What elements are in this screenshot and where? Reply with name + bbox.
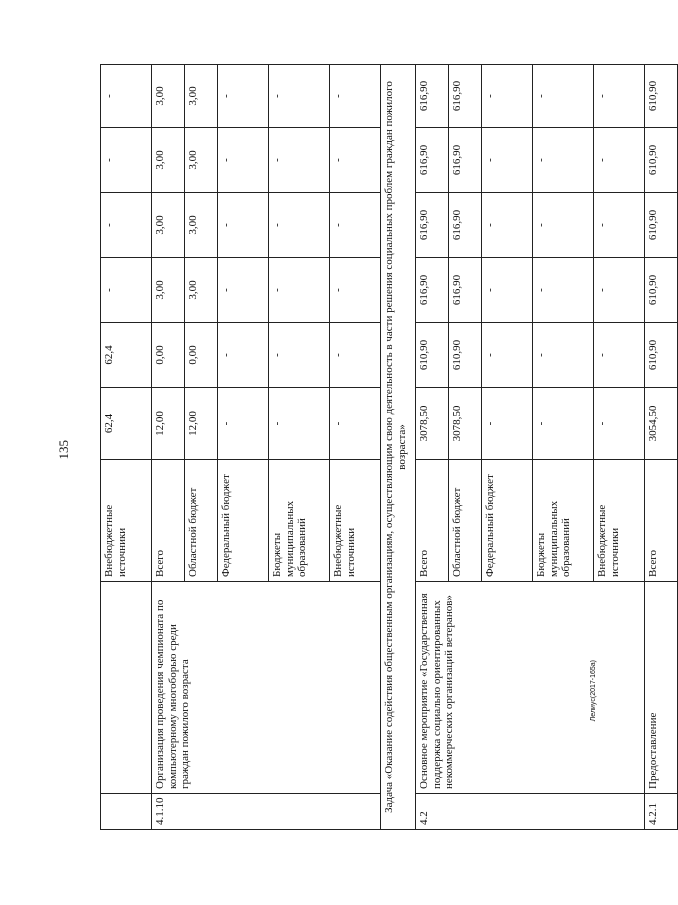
value-cell-total: - xyxy=(269,388,330,460)
value-cell: - xyxy=(269,258,330,323)
value-cell: - xyxy=(533,128,594,193)
value-cell: 616,90 xyxy=(416,258,449,323)
value-cell: 610,90 xyxy=(449,323,482,388)
value-cell: 610,90 xyxy=(645,193,678,258)
value-cell: - xyxy=(594,258,645,323)
value-cell-total: - xyxy=(594,388,645,460)
value-cell-total: 3054,50 xyxy=(645,388,678,460)
value-cell: - xyxy=(218,323,269,388)
value-cell: 610,90 xyxy=(645,65,678,128)
value-cell: - xyxy=(330,65,381,128)
row-code-cell: 4.2 xyxy=(416,794,645,830)
value-cell-total: 12,00 xyxy=(185,388,218,460)
value-cell-total: 62,4 xyxy=(101,388,152,460)
row-name-cell xyxy=(101,582,152,794)
value-cell: 3,00 xyxy=(185,128,218,193)
row-name-cell: Предоставление xyxy=(645,582,678,794)
value-cell: - xyxy=(330,128,381,193)
value-cell: 616,90 xyxy=(416,65,449,128)
value-cell: - xyxy=(594,323,645,388)
value-cell: 3,00 xyxy=(152,258,185,323)
value-cell-total: - xyxy=(482,388,533,460)
table-row xyxy=(101,65,152,830)
value-cell: 3,00 xyxy=(185,65,218,128)
value-cell: - xyxy=(269,128,330,193)
funding-source-cell: Внебюджетные источники xyxy=(101,460,152,582)
value-cell: 3,00 xyxy=(152,128,185,193)
value-cell: 610,90 xyxy=(645,258,678,323)
value-cell: 0,00 xyxy=(185,323,218,388)
value-cell: - xyxy=(269,65,330,128)
section-row xyxy=(381,65,416,830)
value-cell: - xyxy=(533,258,594,323)
funding-source-cell: Внебюджетные источники xyxy=(594,460,645,582)
value-cell: - xyxy=(482,258,533,323)
value-cell: - xyxy=(482,323,533,388)
row-name-cell: Организация проведения чемпионата по компьютерному многоборью среди граждан пожилого возраста xyxy=(152,582,381,794)
value-cell: - xyxy=(101,128,152,193)
value-cell: 616,90 xyxy=(416,193,449,258)
budget-table xyxy=(100,64,678,830)
row-code-cell: 4.1.10 xyxy=(152,794,381,830)
value-cell: - xyxy=(482,65,533,128)
value-cell: - xyxy=(218,65,269,128)
value-cell: 616,90 xyxy=(449,128,482,193)
value-cell: 3,00 xyxy=(185,258,218,323)
value-cell-total: 12,00 xyxy=(152,388,185,460)
value-cell-total: - xyxy=(533,388,594,460)
value-cell: 610,90 xyxy=(416,323,449,388)
table-row xyxy=(152,65,185,830)
funding-source-cell: Областной бюджет xyxy=(449,460,482,582)
value-cell: - xyxy=(269,193,330,258)
value-cell: 616,90 xyxy=(449,258,482,323)
funding-source-cell: Всего xyxy=(645,460,678,582)
value-cell: - xyxy=(482,193,533,258)
document-footer-code: Лелиус(2017-165а) xyxy=(590,660,597,722)
value-cell: - xyxy=(101,65,152,128)
funding-source-cell: Бюджеты муниципальных образований xyxy=(269,460,330,582)
value-cell: - xyxy=(101,193,152,258)
value-cell: - xyxy=(482,128,533,193)
value-cell: - xyxy=(330,258,381,323)
row-name-cell: Основное мероприятие «Государственная поддержка социально ориентированных некоммерческих организаций ветеранов» xyxy=(416,582,645,794)
funding-source-cell: Федеральный бюджет xyxy=(482,460,533,582)
funding-source-cell: Бюджеты муниципальных образований xyxy=(533,460,594,582)
value-cell: 3,00 xyxy=(152,65,185,128)
funding-source-cell: Всего xyxy=(416,460,449,582)
funding-source-cell: Внебюджетные источники xyxy=(330,460,381,582)
value-cell: 616,90 xyxy=(449,193,482,258)
value-cell-total: 3078,50 xyxy=(416,388,449,460)
value-cell: - xyxy=(218,128,269,193)
value-cell: - xyxy=(330,323,381,388)
value-cell: - xyxy=(101,258,152,323)
value-cell: 0,00 xyxy=(152,323,185,388)
value-cell: 610,90 xyxy=(645,128,678,193)
value-cell: - xyxy=(594,193,645,258)
value-cell: - xyxy=(533,65,594,128)
value-cell-total: - xyxy=(330,388,381,460)
value-cell: 3,00 xyxy=(185,193,218,258)
value-cell: 616,90 xyxy=(416,128,449,193)
value-cell: 610,90 xyxy=(645,323,678,388)
page-number: 135 xyxy=(56,440,71,460)
value-cell: - xyxy=(218,258,269,323)
table-row xyxy=(416,65,449,830)
value-cell: - xyxy=(533,193,594,258)
value-cell: - xyxy=(330,193,381,258)
value-cell: - xyxy=(269,323,330,388)
value-cell: 3,00 xyxy=(152,193,185,258)
value-cell: - xyxy=(533,323,594,388)
row-code-cell: 4.2.1 xyxy=(645,794,678,830)
value-cell: - xyxy=(218,193,269,258)
value-cell: - xyxy=(594,128,645,193)
value-cell: 62,4 xyxy=(101,323,152,388)
funding-source-cell: Областной бюджет xyxy=(185,460,218,582)
section-title: Задача «Оказание содействия общественным организациям, осуществляющим свою деятельность в части решения социальных проблем граждан пожилого возраста» xyxy=(381,65,416,830)
value-cell-total: 3078,50 xyxy=(449,388,482,460)
value-cell: - xyxy=(594,65,645,128)
funding-source-cell: Федеральный бюджет xyxy=(218,460,269,582)
value-cell-total: - xyxy=(218,388,269,460)
table-row xyxy=(645,65,678,830)
row-code-cell xyxy=(101,794,152,830)
value-cell: 616,90 xyxy=(449,65,482,128)
funding-source-cell: Всего xyxy=(152,460,185,582)
